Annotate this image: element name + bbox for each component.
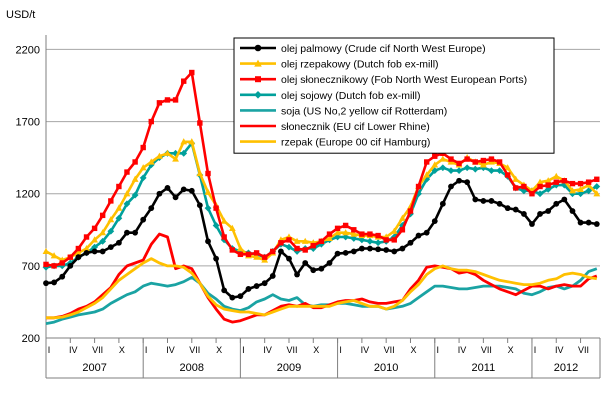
- data-point: [157, 100, 162, 105]
- month-tick-label: IV: [69, 345, 78, 355]
- data-point: [262, 255, 267, 260]
- month-tick-label: I: [47, 345, 51, 355]
- series-line: [46, 269, 597, 324]
- year-label: 2008: [179, 362, 205, 374]
- data-point: [246, 252, 251, 257]
- data-point: [286, 237, 291, 242]
- legend-label: olej sojowy (Dutch fob ex-mill): [281, 89, 421, 102]
- y-tick-label: 2200: [15, 44, 40, 57]
- month-tick-label: IV: [457, 345, 467, 355]
- data-point: [440, 201, 446, 207]
- data-point: [254, 283, 260, 289]
- y-tick-label: 700: [21, 260, 40, 273]
- data-point: [424, 159, 429, 164]
- legend-label: olej słonecznikowy (Fob North West European Ports): [281, 74, 528, 87]
- month-tick-label: X: [313, 345, 320, 355]
- data-point: [416, 233, 422, 239]
- data-point: [246, 286, 252, 292]
- month-tick-label: I: [436, 345, 440, 355]
- data-point: [335, 251, 341, 257]
- data-point: [497, 201, 503, 207]
- data-point: [197, 120, 202, 125]
- data-point: [140, 145, 145, 150]
- y-tick-label: 1700: [15, 116, 40, 129]
- data-point: [238, 252, 243, 257]
- data-point: [375, 239, 382, 246]
- data-point: [561, 197, 567, 203]
- year-label: 2011: [471, 362, 496, 374]
- data-point: [286, 256, 292, 262]
- data-point: [59, 274, 65, 280]
- data-point: [529, 191, 534, 196]
- year-label: 2012: [553, 362, 579, 374]
- data-point: [448, 184, 454, 190]
- month-tick-label: IV: [263, 345, 272, 355]
- data-point: [464, 179, 470, 185]
- data-point: [432, 154, 437, 159]
- data-point: [116, 240, 122, 246]
- data-point: [578, 181, 583, 186]
- data-point: [116, 184, 121, 189]
- data-point: [189, 188, 195, 194]
- data-point: [570, 181, 575, 186]
- data-point: [43, 262, 48, 267]
- data-point: [456, 167, 463, 174]
- data-point: [594, 221, 600, 227]
- data-point: [473, 159, 478, 164]
- data-point: [165, 185, 171, 191]
- series-4: [46, 269, 597, 324]
- data-point: [229, 295, 235, 301]
- data-point: [367, 231, 372, 236]
- year-label: 2007: [82, 362, 107, 374]
- data-point: [303, 247, 308, 252]
- data-point: [92, 249, 98, 255]
- data-point: [205, 238, 211, 244]
- data-point: [221, 287, 227, 293]
- month-tick-label: I: [533, 345, 537, 355]
- legend: [234, 38, 554, 153]
- data-point: [359, 231, 364, 236]
- data-point: [132, 159, 137, 164]
- data-point: [319, 239, 324, 244]
- data-point: [124, 230, 130, 236]
- month-tick-label: I: [242, 345, 245, 355]
- legend-marker: [255, 45, 262, 52]
- legend-label: olej rzepakowy (Dutch fob ex-mill): [281, 58, 439, 71]
- data-point: [213, 256, 219, 262]
- data-point: [108, 244, 114, 250]
- data-point: [537, 184, 542, 189]
- data-point: [586, 179, 591, 184]
- data-point: [92, 226, 97, 231]
- y-tick-label: 200: [21, 333, 40, 345]
- year-label: 2010: [373, 362, 399, 374]
- data-point: [553, 201, 559, 207]
- legend-marker: [255, 76, 261, 82]
- data-point: [400, 246, 406, 252]
- data-point: [189, 70, 194, 75]
- data-point: [68, 255, 73, 260]
- data-point: [554, 179, 559, 184]
- data-point: [391, 249, 397, 255]
- year-label: 2009: [276, 362, 302, 374]
- data-point: [367, 246, 373, 252]
- legend-label: słonecznik (EU cif Lower Rhine): [281, 121, 430, 133]
- data-point: [570, 208, 576, 214]
- data-point: [521, 184, 526, 189]
- y-tick-label: 1200: [15, 188, 40, 201]
- data-point: [521, 211, 527, 217]
- data-point: [149, 119, 154, 124]
- data-point: [181, 186, 187, 192]
- month-tick-label: I: [339, 345, 342, 355]
- month-tick-label: IV: [555, 345, 564, 355]
- data-point: [529, 221, 535, 227]
- data-point: [302, 260, 308, 266]
- month-tick-label: VII: [189, 345, 201, 355]
- data-point: [237, 293, 243, 299]
- data-point: [537, 211, 543, 217]
- data-point: [456, 178, 462, 184]
- data-point: [480, 198, 486, 204]
- data-point: [173, 194, 179, 200]
- data-point: [513, 207, 519, 213]
- month-tick-label: I: [144, 345, 148, 355]
- data-point: [335, 226, 340, 231]
- data-point: [327, 231, 332, 236]
- data-point: [408, 208, 413, 213]
- data-point: [327, 260, 333, 266]
- data-point: [472, 166, 479, 173]
- data-point: [60, 260, 65, 265]
- month-tick-label: X: [507, 345, 514, 355]
- data-point: [513, 185, 518, 190]
- data-point: [51, 280, 57, 286]
- data-point: [408, 240, 414, 246]
- data-point: [148, 205, 154, 211]
- data-point: [351, 249, 357, 255]
- data-point: [586, 220, 592, 226]
- data-point: [100, 249, 106, 255]
- data-point: [213, 205, 218, 210]
- data-point: [51, 263, 56, 268]
- data-point: [545, 208, 551, 214]
- data-point: [545, 182, 550, 187]
- month-tick-label: VII: [92, 345, 104, 355]
- data-point: [254, 250, 259, 255]
- series-3: [43, 140, 601, 271]
- data-point: [481, 158, 486, 163]
- data-point: [424, 230, 430, 236]
- y-unit-label: USD/t: [6, 9, 36, 21]
- data-point: [173, 97, 178, 102]
- data-point: [505, 205, 511, 211]
- data-point: [472, 197, 478, 203]
- data-point: [351, 227, 356, 232]
- month-tick-label: IV: [360, 345, 370, 355]
- data-point: [165, 97, 170, 102]
- data-point: [196, 170, 203, 176]
- month-tick-label: VII: [480, 345, 492, 355]
- data-point: [197, 202, 203, 208]
- data-point: [432, 218, 438, 224]
- data-point: [43, 280, 49, 286]
- data-point: [448, 167, 455, 174]
- data-point: [489, 198, 495, 204]
- legend-label: rzepak (Europe 00 cif Hamburg): [281, 136, 431, 149]
- month-tick-label: IV: [166, 345, 175, 355]
- data-point: [221, 234, 226, 239]
- data-point: [578, 220, 584, 226]
- data-point: [392, 237, 397, 242]
- data-point: [400, 227, 405, 232]
- data-point: [375, 233, 380, 238]
- data-point: [270, 249, 275, 254]
- data-point: [100, 213, 105, 218]
- month-tick-label: VII: [383, 345, 395, 355]
- data-point: [343, 250, 349, 256]
- data-point: [43, 248, 50, 254]
- data-point: [230, 247, 235, 252]
- data-point: [84, 234, 89, 239]
- month-tick-label: VII: [578, 345, 590, 355]
- data-point: [181, 78, 186, 83]
- data-point: [367, 238, 374, 245]
- month-tick-label: X: [118, 345, 125, 355]
- data-point: [505, 172, 510, 177]
- data-point: [375, 246, 381, 252]
- data-point: [157, 191, 163, 197]
- data-point: [439, 164, 446, 171]
- legend-item: [240, 74, 527, 86]
- data-point: [310, 267, 316, 273]
- data-point: [594, 177, 599, 182]
- data-point: [140, 217, 146, 223]
- data-point: [108, 198, 113, 203]
- data-point: [562, 178, 567, 183]
- legend-label: olej palmowy (Crude cif North West Europe): [281, 43, 486, 55]
- data-point: [205, 171, 210, 176]
- data-point: [464, 164, 471, 171]
- legend-label: soja (US No,2 yellow cif Rotterdam): [281, 105, 448, 118]
- data-point: [75, 254, 81, 260]
- data-point: [76, 246, 81, 251]
- data-point: [343, 223, 348, 228]
- data-point: [488, 167, 495, 174]
- data-point: [489, 156, 494, 161]
- data-point: [270, 273, 276, 279]
- data-point: [553, 173, 560, 179]
- data-point: [448, 156, 453, 161]
- data-point: [278, 249, 284, 255]
- data-point: [84, 250, 90, 256]
- data-point: [278, 240, 283, 245]
- data-point: [132, 230, 138, 236]
- data-point: [416, 184, 421, 189]
- data-point: [311, 243, 316, 248]
- data-point: [383, 247, 389, 253]
- data-point: [359, 246, 365, 252]
- data-point: [294, 272, 300, 278]
- data-point: [383, 237, 388, 242]
- data-point: [456, 161, 461, 166]
- data-point: [497, 159, 502, 164]
- month-tick-label: X: [410, 345, 417, 355]
- month-tick-label: VII: [286, 345, 298, 355]
- month-tick-label: X: [216, 345, 223, 355]
- data-point: [318, 266, 324, 272]
- data-point: [294, 246, 299, 251]
- data-point: [464, 156, 469, 161]
- data-point: [262, 280, 268, 286]
- data-point: [124, 169, 129, 174]
- data-point: [67, 263, 73, 269]
